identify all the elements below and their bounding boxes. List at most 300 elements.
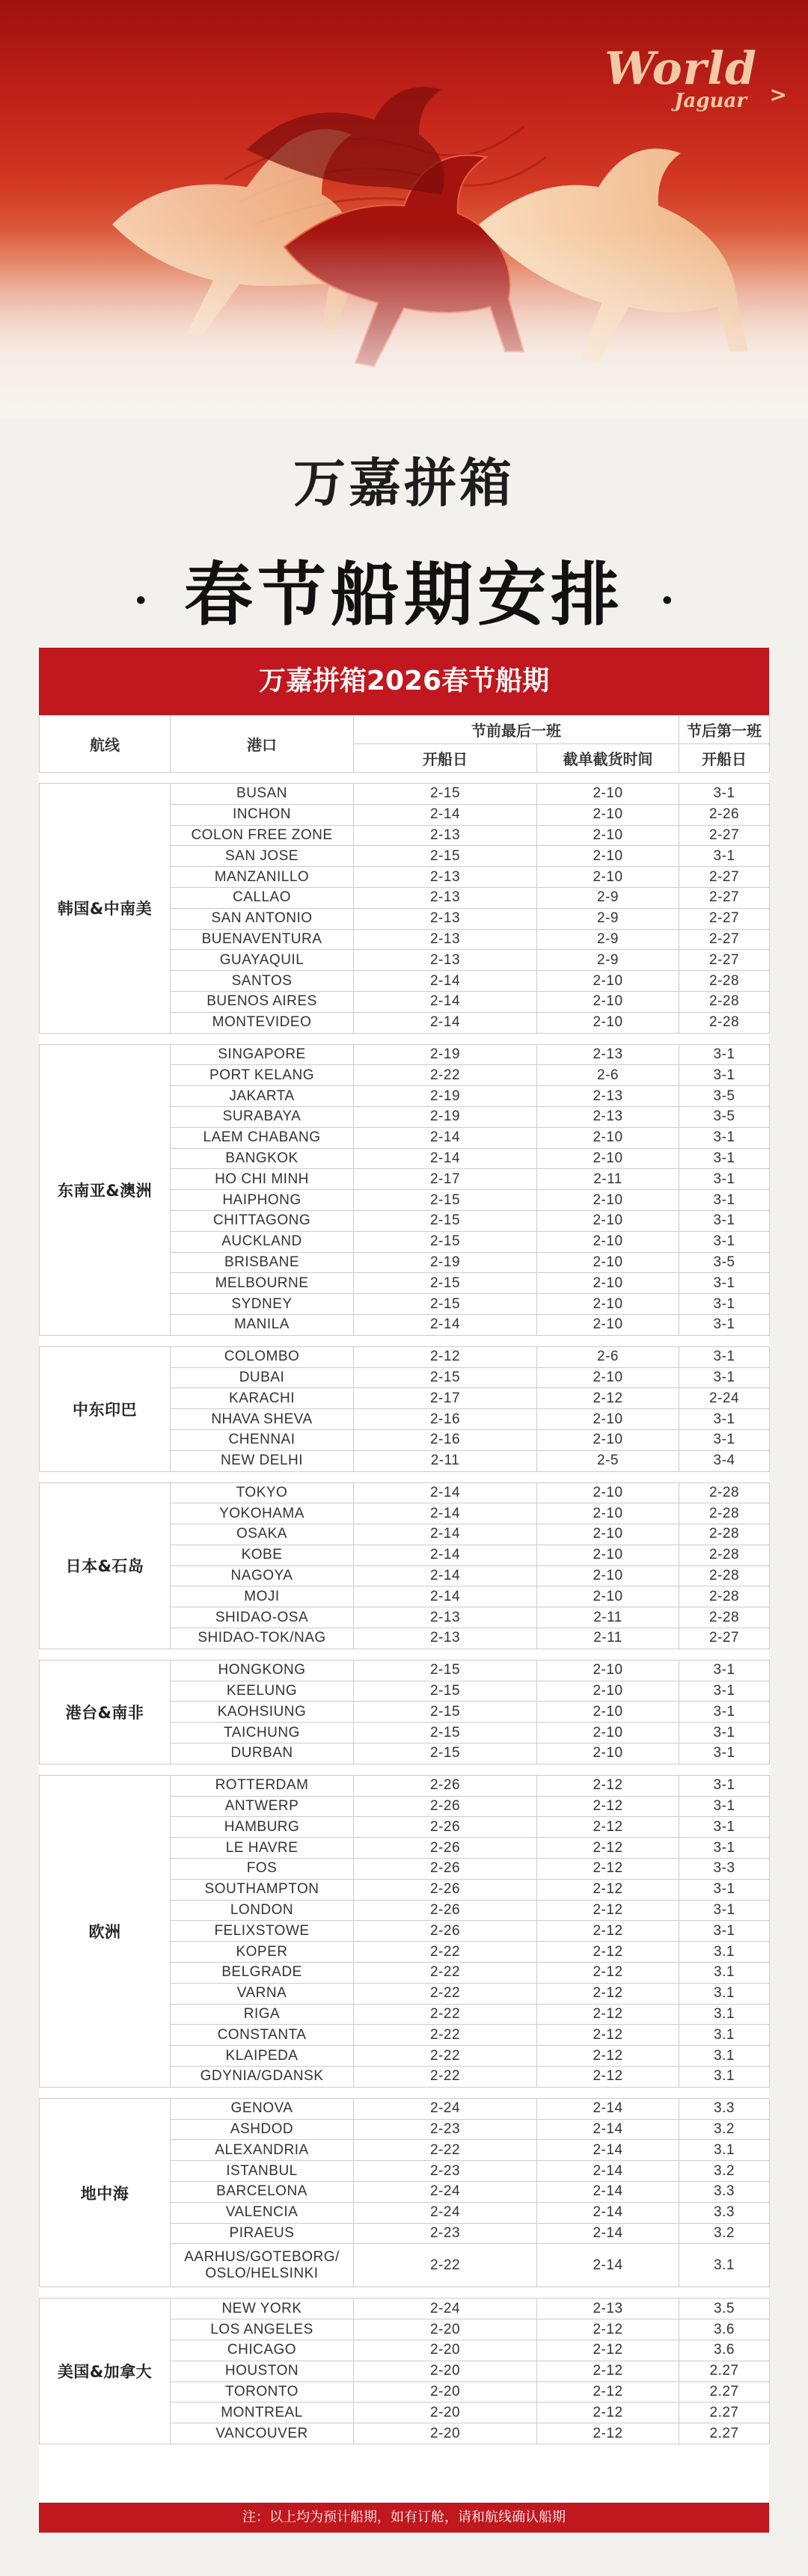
route-cell: 地中海	[40, 2098, 171, 2287]
port-cell: DUBAI	[171, 1367, 354, 1388]
after-sail-cell: 3-1	[679, 1169, 770, 1190]
after-sail-cell: 3-1	[679, 1900, 770, 1921]
port-cell: NAGOYA	[171, 1565, 354, 1586]
header-after-group: 节后第一班	[679, 716, 770, 744]
after-sail-cell: 3.5	[679, 2299, 770, 2319]
world-jaguar-logo	[605, 43, 787, 112]
after-sail-cell: 3-1	[679, 1127, 770, 1148]
port-cell: BUENOS AIRES	[171, 991, 354, 1012]
cutoff-cell: 2-12	[537, 1963, 679, 1984]
logo-arrow-icon: >	[769, 82, 787, 107]
sail-date-cell: 2-15	[354, 846, 537, 867]
after-sail-cell: 3.1	[679, 2140, 770, 2161]
port-cell: GDYNIA/GDANSK	[171, 2067, 354, 2088]
after-sail-cell: 3.6	[679, 2319, 770, 2340]
after-sail-cell: 2-27	[679, 867, 770, 888]
after-sail-cell: 2-28	[679, 1565, 770, 1586]
after-sail-cell: 3.6	[679, 2340, 770, 2361]
group-spacer	[40, 2087, 770, 2098]
cutoff-cell: 2-14	[537, 2182, 679, 2203]
port-cell: BARCELONA	[171, 2182, 354, 2203]
cutoff-cell: 2-14	[537, 2098, 679, 2119]
group-spacer	[40, 1471, 770, 1482]
sail-date-cell: 2-20	[354, 2319, 537, 2340]
header-route: 航线	[40, 716, 171, 773]
cutoff-cell: 2-10	[537, 1524, 679, 1545]
cutoff-cell: 2-14	[537, 2202, 679, 2223]
port-cell: LOS ANGELES	[171, 2319, 354, 2340]
after-sail-cell: 3.1	[679, 2046, 770, 2067]
cutoff-cell: 2-12	[537, 2067, 679, 2088]
cutoff-cell: 2-6	[537, 1065, 679, 1086]
table-row	[40, 2299, 770, 2319]
route-cell: 中东印巴	[40, 1346, 171, 1471]
cutoff-cell: 2-12	[537, 1921, 679, 1942]
sail-date-cell: 2-22	[354, 1942, 537, 1963]
sail-date-cell: 2-20	[354, 2402, 537, 2423]
port-cell: NEW YORK	[171, 2299, 354, 2319]
port-cell: TOKYO	[171, 1482, 354, 1503]
port-cell: TORONTO	[171, 2382, 354, 2402]
route-cell: 美国&加拿大	[40, 2299, 171, 2444]
port-cell: ALEXANDRIA	[171, 2140, 354, 2161]
cutoff-cell: 2-10	[537, 971, 679, 992]
after-sail-cell: 3.1	[679, 2067, 770, 2088]
group-spacer-cell	[40, 2287, 770, 2299]
cutoff-cell: 2-12	[537, 1796, 679, 1817]
port-cell: SINGAPORE	[171, 1044, 354, 1065]
sail-date-cell: 2-15	[354, 1367, 537, 1388]
cutoff-cell: 2-10	[537, 1503, 679, 1524]
after-sail-cell: 3.1	[679, 1983, 770, 2004]
after-sail-cell: 3-1	[679, 1429, 770, 1450]
table-row	[40, 1044, 770, 1065]
cutoff-cell: 2-12	[537, 2046, 679, 2067]
port-cell: INCHON	[171, 804, 354, 825]
after-sail-cell: 2-28	[679, 1524, 770, 1545]
sail-date-cell: 2-19	[354, 1044, 537, 1065]
sail-date-cell: 2-15	[354, 1294, 537, 1315]
group-spacer-cell	[40, 1471, 770, 1482]
port-cell: LE HAVRE	[171, 1838, 354, 1859]
after-sail-cell: 2-28	[679, 1545, 770, 1565]
cutoff-cell: 2-12	[537, 1388, 679, 1409]
cutoff-cell: 2-10	[537, 1148, 679, 1169]
after-sail-cell: 2-28	[679, 1586, 770, 1607]
port-cell: TAICHUNG	[171, 1723, 354, 1744]
sail-date-cell: 2-14	[354, 1586, 537, 1607]
cutoff-cell: 2-14	[537, 2119, 679, 2140]
cutoff-cell: 2-10	[537, 867, 679, 888]
port-cell: DURBAN	[171, 1744, 354, 1764]
after-sail-cell: 3-1	[679, 1190, 770, 1211]
schedule-table	[39, 715, 770, 2444]
port-cell: CHICAGO	[171, 2340, 354, 2361]
sail-date-cell: 2-14	[354, 1565, 537, 1586]
port-cell: MOJI	[171, 1586, 354, 1607]
sail-date-cell: 2-13	[354, 887, 537, 908]
sail-date-cell: 2-26	[354, 1838, 537, 1859]
sail-date-cell: 2-17	[354, 1388, 537, 1409]
group-spacer	[40, 1649, 770, 1660]
after-sail-cell: 2-26	[679, 804, 770, 825]
cutoff-cell: 2-12	[537, 1859, 679, 1880]
header-sail-date: 开船日	[354, 744, 537, 773]
after-sail-cell: 3.1	[679, 1942, 770, 1963]
cutoff-cell: 2-9	[537, 929, 679, 950]
sail-date-cell: 2-16	[354, 1409, 537, 1430]
cutoff-cell: 2-10	[537, 1210, 679, 1231]
table-row	[40, 1660, 770, 1681]
after-sail-cell: 2-28	[679, 1482, 770, 1503]
sail-date-cell: 2-26	[354, 1775, 537, 1796]
header-after-sail-date: 开船日	[679, 744, 770, 773]
port-cell: SAN JOSE	[171, 846, 354, 867]
cutoff-cell: 2-10	[537, 1127, 679, 1148]
table-row	[40, 784, 770, 805]
sail-date-cell: 2-13	[354, 908, 537, 929]
port-cell: PIRAEUS	[171, 2223, 354, 2244]
after-sail-cell: 3-1	[679, 1148, 770, 1169]
port-cell: AUCKLAND	[171, 1231, 354, 1252]
sail-date-cell: 2-20	[354, 2361, 537, 2382]
sail-date-cell: 2-24	[354, 2182, 537, 2203]
after-sail-cell: 2-27	[679, 825, 770, 846]
sail-date-cell: 2-15	[354, 1273, 537, 1294]
sail-date-cell: 2-11	[354, 1450, 537, 1471]
port-cell: SHIDAO-TOK/NAG	[171, 1628, 354, 1649]
port-cell: BRISBANE	[171, 1252, 354, 1273]
table-row	[40, 1482, 770, 1503]
header-cutoff: 截单截货时间	[537, 744, 679, 773]
sail-date-cell: 2-23	[354, 2119, 537, 2140]
footer-note: 注：以上均为预计船期，如有订舱，请和航线确认船期	[39, 2503, 769, 2533]
sail-date-cell: 2-14	[354, 1545, 537, 1565]
cutoff-cell: 2-10	[537, 991, 679, 1012]
group-spacer-cell	[40, 1335, 770, 1346]
port-cell: CHENNAI	[171, 1429, 354, 1450]
after-sail-cell: 3.2	[679, 2161, 770, 2182]
cutoff-cell: 2-10	[537, 784, 679, 805]
cutoff-cell: 2-10	[537, 1409, 679, 1430]
port-cell: KLAIPEDA	[171, 2046, 354, 2067]
cutoff-cell: 2-13	[537, 1106, 679, 1127]
port-cell: NEW DELHI	[171, 1450, 354, 1471]
logo-sub: Jaguar	[674, 90, 747, 112]
sail-date-cell: 2-15	[354, 1744, 537, 1764]
cutoff-cell: 2-12	[537, 2423, 679, 2444]
port-cell: HAMBURG	[171, 1817, 354, 1838]
cutoff-cell: 2-12	[537, 2004, 679, 2025]
port-cell: BUENAVENTURA	[171, 929, 354, 950]
port-cell: JAKARTA	[171, 1086, 354, 1107]
port-cell: KEELUNG	[171, 1681, 354, 1702]
sail-date-cell: 2-13	[354, 929, 537, 950]
cutoff-cell: 2-10	[537, 1231, 679, 1252]
group-spacer	[40, 2287, 770, 2299]
group-spacer-cell	[40, 1764, 770, 1775]
cutoff-cell: 2-9	[537, 950, 679, 971]
sail-date-cell: 2-24	[354, 2202, 537, 2223]
port-cell: RIGA	[171, 2004, 354, 2025]
port-cell: MONTEVIDEO	[171, 1012, 354, 1033]
port-cell: YOKOHAMA	[171, 1503, 354, 1524]
port-cell: BANGKOK	[171, 1148, 354, 1169]
after-sail-cell: 3-1	[679, 1702, 770, 1723]
cutoff-cell: 2-12	[537, 2402, 679, 2423]
cutoff-cell: 2-9	[537, 887, 679, 908]
after-sail-cell: 2.27	[679, 2423, 770, 2444]
after-sail-cell: 3-1	[679, 1775, 770, 1796]
route-cell: 韩国&中南美	[40, 784, 171, 1034]
cutoff-cell: 2-12	[537, 2025, 679, 2046]
sail-date-cell: 2-22	[354, 2140, 537, 2161]
cutoff-cell: 2-12	[537, 1817, 679, 1838]
cutoff-cell: 2-10	[537, 1429, 679, 1450]
sail-date-cell: 2-19	[354, 1252, 537, 1273]
table-row	[40, 2098, 770, 2119]
cutoff-cell: 2-10	[537, 1723, 679, 1744]
sail-date-cell: 2-16	[354, 1429, 537, 1450]
cutoff-cell: 2-12	[537, 2340, 679, 2361]
sail-date-cell: 2-15	[354, 1660, 537, 1681]
cutoff-cell: 2-10	[537, 1482, 679, 1503]
cutoff-cell: 2-13	[537, 1086, 679, 1107]
sail-date-cell: 2-23	[354, 2223, 537, 2244]
after-sail-cell: 3-1	[679, 1346, 770, 1367]
port-cell: MONTREAL	[171, 2402, 354, 2423]
port-cell: MANILA	[171, 1314, 354, 1335]
after-sail-cell: 3-5	[679, 1086, 770, 1107]
route-cell: 港台&南非	[40, 1660, 171, 1764]
title-dot-left: ·	[133, 576, 148, 626]
after-sail-cell: 3.3	[679, 2182, 770, 2203]
sail-date-cell: 2-12	[354, 1346, 537, 1367]
table-row	[40, 1346, 770, 1367]
port-cell: MANZANILLO	[171, 867, 354, 888]
after-sail-cell: 3-1	[679, 1817, 770, 1838]
group-spacer	[40, 1764, 770, 1775]
after-sail-cell: 3-1	[679, 1367, 770, 1388]
route-cell: 东南亚&澳洲	[40, 1044, 171, 1335]
after-sail-cell: 3-1	[679, 846, 770, 867]
header-before-group: 节前最后一班	[354, 716, 679, 744]
sail-date-cell: 2-14	[354, 1524, 537, 1545]
sail-date-cell: 2-15	[354, 1702, 537, 1723]
sail-date-cell: 2-26	[354, 1796, 537, 1817]
sail-date-cell: 2-22	[354, 2067, 537, 2088]
after-sail-cell: 3-5	[679, 1252, 770, 1273]
cutoff-cell: 2-14	[537, 2223, 679, 2244]
after-sail-cell: 3.1	[679, 2244, 770, 2287]
sail-date-cell: 2-26	[354, 1817, 537, 1838]
cutoff-cell: 2-12	[537, 2319, 679, 2340]
cutoff-cell: 2-10	[537, 1190, 679, 1211]
page-title	[0, 540, 808, 639]
port-cell: COLON FREE ZONE	[171, 825, 354, 846]
cutoff-cell: 2-14	[537, 2161, 679, 2182]
group-spacer-cell	[40, 1649, 770, 1660]
port-cell: NHAVA SHEVA	[171, 1409, 354, 1430]
after-sail-cell: 2-28	[679, 1012, 770, 1033]
sail-date-cell: 2-14	[354, 1012, 537, 1033]
cutoff-cell: 2-13	[537, 1044, 679, 1065]
after-sail-cell: 3-1	[679, 1065, 770, 1086]
port-cell: BUSAN	[171, 784, 354, 805]
cutoff-cell: 2-11	[537, 1607, 679, 1628]
cutoff-cell: 2-10	[537, 1294, 679, 1315]
port-cell: KOPER	[171, 1942, 354, 1963]
cutoff-cell: 2-12	[537, 1900, 679, 1921]
cutoff-cell: 2-11	[537, 1628, 679, 1649]
port-cell: CONSTANTA	[171, 2025, 354, 2046]
cutoff-cell: 2-10	[537, 1586, 679, 1607]
sail-date-cell: 2-13	[354, 950, 537, 971]
port-cell: KAOHSIUNG	[171, 1702, 354, 1723]
cutoff-cell: 2-12	[537, 1838, 679, 1859]
sail-date-cell: 2-22	[354, 2004, 537, 2025]
port-cell: AARHUS/GOTEBORG/ OSLO/HELSINKI	[171, 2244, 354, 2287]
cutoff-cell: 2-10	[537, 825, 679, 846]
after-sail-cell: 3-1	[679, 1409, 770, 1430]
port-cell: FELIXSTOWE	[171, 1921, 354, 1942]
sail-date-cell: 2-24	[354, 2098, 537, 2119]
group-spacer	[40, 1033, 770, 1044]
after-sail-cell: 3-1	[679, 1723, 770, 1744]
after-sail-cell: 3-1	[679, 1879, 770, 1900]
sail-date-cell: 2-14	[354, 1148, 537, 1169]
title-dot-right: ·	[660, 576, 675, 626]
table-title: 万嘉拼箱2026春节船期	[39, 648, 769, 715]
cutoff-cell: 2-14	[537, 2244, 679, 2287]
after-sail-cell: 2-27	[679, 950, 770, 971]
sail-date-cell: 2-15	[354, 1190, 537, 1211]
sail-date-cell: 2-20	[354, 2382, 537, 2402]
port-cell: OSAKA	[171, 1524, 354, 1545]
port-cell: HAIPHONG	[171, 1190, 354, 1211]
sail-date-cell: 2-13	[354, 867, 537, 888]
sail-date-cell: 2-26	[354, 1879, 537, 1900]
port-cell: MELBOURNE	[171, 1273, 354, 1294]
after-sail-cell: 3-1	[679, 1796, 770, 1817]
port-cell: CHITTAGONG	[171, 1210, 354, 1231]
after-sail-cell: 2-27	[679, 887, 770, 908]
sail-date-cell: 2-14	[354, 1482, 537, 1503]
port-cell: LAEM CHABANG	[171, 1127, 354, 1148]
sail-date-cell: 2-22	[354, 1963, 537, 1984]
cutoff-cell: 2-10	[537, 1744, 679, 1764]
route-cell: 日本&石岛	[40, 1482, 171, 1649]
sail-date-cell: 2-26	[354, 1859, 537, 1880]
port-cell: HONGKONG	[171, 1660, 354, 1681]
sail-date-cell: 2-15	[354, 1681, 537, 1702]
cutoff-cell: 2-5	[537, 1450, 679, 1471]
group-spacer	[40, 1335, 770, 1346]
sail-date-cell: 2-19	[354, 1086, 537, 1107]
after-sail-cell: 2.27	[679, 2402, 770, 2423]
after-sail-cell: 2-28	[679, 1503, 770, 1524]
port-cell: SOUTHAMPTON	[171, 1879, 354, 1900]
sail-date-cell: 2-15	[354, 784, 537, 805]
hero-banner	[0, 0, 808, 419]
cutoff-cell: 2-12	[537, 2361, 679, 2382]
port-cell: HOUSTON	[171, 2361, 354, 2382]
cutoff-cell: 2-10	[537, 1273, 679, 1294]
port-cell: ROTTERDAM	[171, 1775, 354, 1796]
port-cell: COLOMBO	[171, 1346, 354, 1367]
sail-date-cell: 2-22	[354, 1065, 537, 1086]
sail-date-cell: 2-13	[354, 825, 537, 846]
company-title: 万嘉拼箱	[293, 452, 515, 514]
sail-date-cell: 2-20	[354, 2423, 537, 2444]
port-cell: ASHDOD	[171, 2119, 354, 2140]
after-sail-cell: 3.1	[679, 2004, 770, 2025]
sail-date-cell: 2-13	[354, 1607, 537, 1628]
after-sail-cell: 3-1	[679, 1838, 770, 1859]
port-cell: KOBE	[171, 1545, 354, 1565]
sail-date-cell: 2-22	[354, 1983, 537, 2004]
port-cell: LONDON	[171, 1900, 354, 1921]
logo-main: World	[605, 43, 757, 95]
port-cell: ANTWERP	[171, 1796, 354, 1817]
after-sail-cell: 3-1	[679, 1921, 770, 1942]
port-cell: SYDNEY	[171, 1294, 354, 1315]
port-cell: VALENCIA	[171, 2202, 354, 2223]
cutoff-cell: 2-10	[537, 1660, 679, 1681]
after-sail-cell: 3-4	[679, 1450, 770, 1471]
after-sail-cell: 2-28	[679, 971, 770, 992]
table-row	[40, 1775, 770, 1796]
sail-date-cell: 2-15	[354, 1210, 537, 1231]
after-sail-cell: 3-1	[679, 1231, 770, 1252]
after-sail-cell: 2-27	[679, 1628, 770, 1649]
cutoff-cell: 2-6	[537, 1346, 679, 1367]
sail-date-cell: 2-20	[354, 2340, 537, 2361]
cutoff-cell: 2-11	[537, 1169, 679, 1190]
after-sail-cell: 3-1	[679, 1314, 770, 1335]
after-sail-cell: 3-1	[679, 1294, 770, 1315]
group-spacer-cell	[40, 2087, 770, 2098]
sail-date-cell: 2-14	[354, 1127, 537, 1148]
cutoff-cell: 2-10	[537, 1314, 679, 1335]
after-sail-cell: 3-1	[679, 1273, 770, 1294]
cutoff-cell: 2-10	[537, 1252, 679, 1273]
port-cell: GUAYAQUIL	[171, 950, 354, 971]
after-sail-cell: 3-1	[679, 1744, 770, 1764]
cutoff-cell: 2-10	[537, 1012, 679, 1033]
after-sail-cell: 3-1	[679, 1044, 770, 1065]
cutoff-cell: 2-12	[537, 1942, 679, 1963]
cutoff-cell: 2-10	[537, 1681, 679, 1702]
port-cell: KARACHI	[171, 1388, 354, 1409]
after-sail-cell: 3-5	[679, 1106, 770, 1127]
port-cell: GENOVA	[171, 2098, 354, 2119]
cutoff-cell: 2-10	[537, 1545, 679, 1565]
port-cell: CALLAO	[171, 887, 354, 908]
sail-date-cell: 2-19	[354, 1106, 537, 1127]
after-sail-cell: 2-28	[679, 991, 770, 1012]
cutoff-cell: 2-10	[537, 1702, 679, 1723]
port-cell: SHIDAO-OSA	[171, 1607, 354, 1628]
sail-date-cell: 2-24	[354, 2299, 537, 2319]
after-sail-cell: 3.2	[679, 2119, 770, 2140]
cutoff-cell: 2-12	[537, 1983, 679, 2004]
sail-date-cell: 2-15	[354, 1231, 537, 1252]
port-cell: SAN ANTONIO	[171, 908, 354, 929]
after-sail-cell: 2.27	[679, 2361, 770, 2382]
after-sail-cell: 2.27	[679, 2382, 770, 2402]
port-cell: SANTOS	[171, 971, 354, 992]
